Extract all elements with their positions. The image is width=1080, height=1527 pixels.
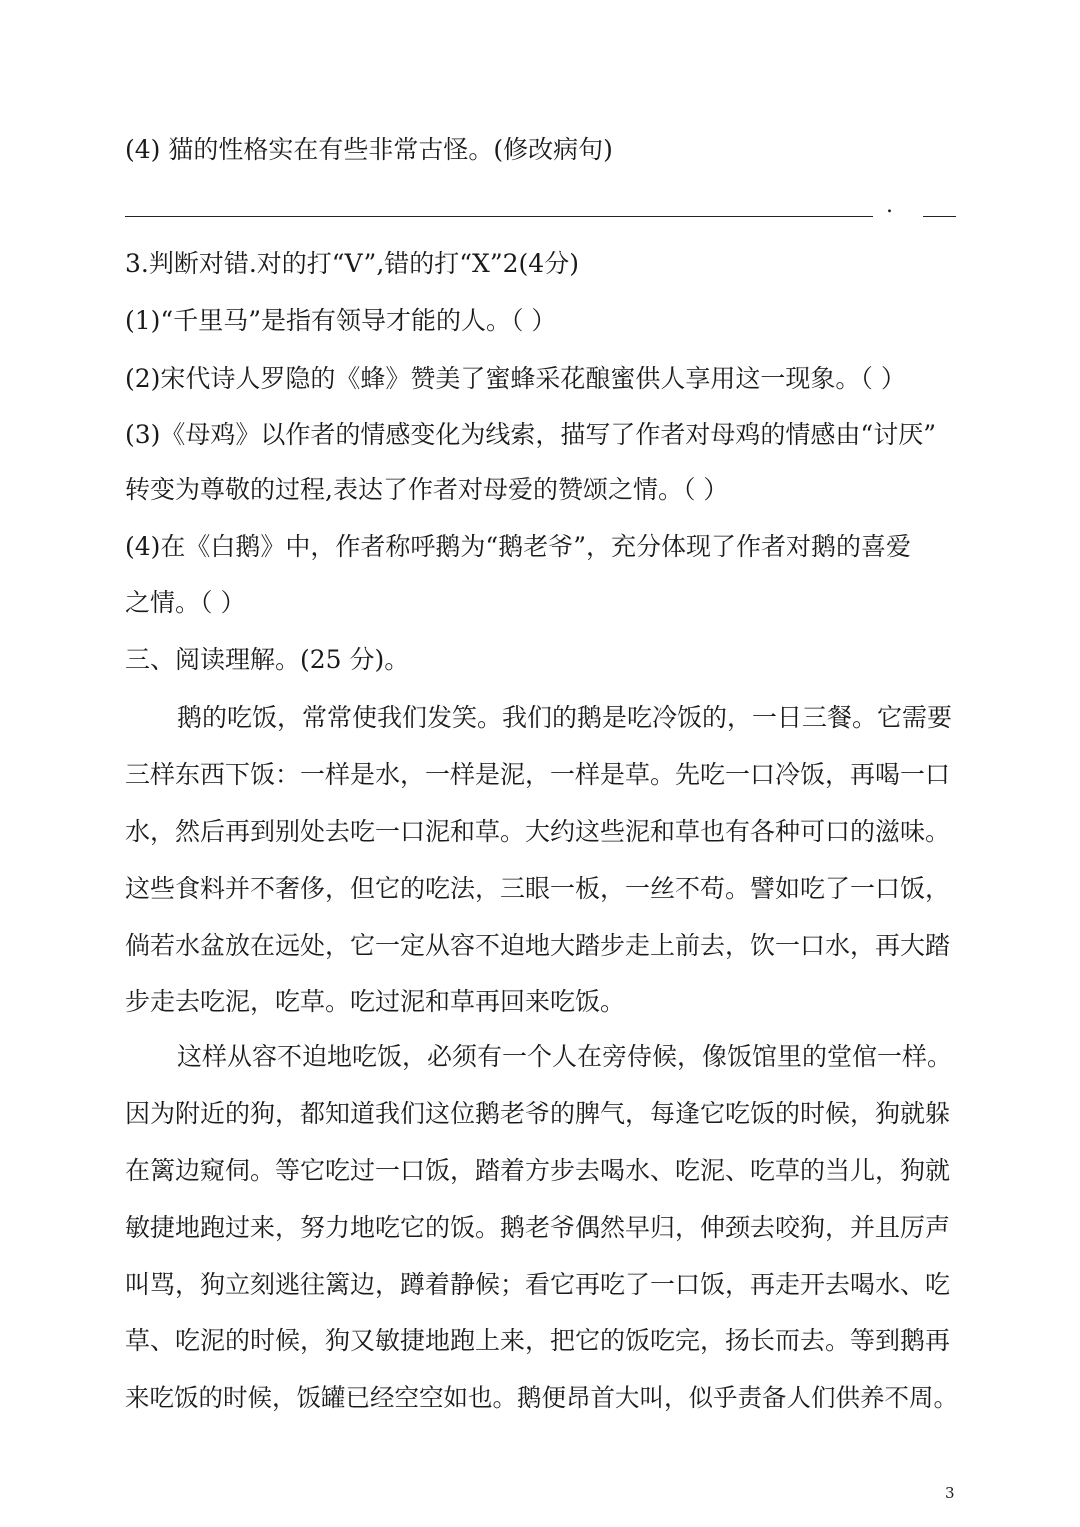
passage-line: 鹅的吃饭，常常使我们发笑。我们的鹅是吃冷饭的，一日三餐。它需要 <box>177 703 953 732</box>
page-number: 3 <box>945 1484 955 1502</box>
passage-line: 在篱边窥伺。等它吃过一口饭，踏着方步去喝水、吃泥、吃草的当儿，狗就 <box>125 1156 951 1185</box>
question-3-item-3: (3)《母鸡》以作者的情感变化为线索，描写了作者对母鸡的情感由“讨厌” <box>125 420 936 449</box>
answer-line-tail <box>923 216 956 217</box>
section-3-heading: 三、阅读理解。(25 分)。 <box>125 645 410 674</box>
passage-line: 水，然后再到别处去吃一口泥和草。大约这些泥和草也有各种可口的滋味。 <box>125 817 951 846</box>
question-3-item-2: (2)宋代诗人罗隐的《蜂》赞美了蜜蜂采花酿蜜供人享用这一现象。（ ） <box>125 364 906 393</box>
question-3-item-1: (1)“千里马”是指有领导才能的人。（ ） <box>125 306 557 335</box>
passage-line: 三样东西下饭：一样是水，一样是泥，一样是草。先吃一口冷饭，再喝一口 <box>125 760 951 789</box>
answer-line <box>125 216 873 217</box>
answer-dot: . <box>886 193 893 218</box>
passage-line: 敏捷地跑过来，努力地吃它的饭。鹅老爷偶然早归，伸颈去咬狗，并且厉声 <box>125 1213 951 1242</box>
passage-line: 因为附近的狗，都知道我们这位鹅老爷的脾气，每逢它吃饭的时候，狗就躲 <box>125 1099 951 1128</box>
passage-line: 这样从容不迫地吃饭，必须有一个人在旁侍候，像饭馆里的堂倌一样。 <box>177 1042 953 1071</box>
question-3-item-3-cont: 转变为尊敬的过程,表达了作者对母爱的赞颂之情。（ ） <box>125 475 729 504</box>
passage-line: 倘若水盆放在远处，它一定从容不迫地大踏步走上前去，饮一口水，再大踏 <box>125 931 951 960</box>
passage-line: 这些食料并不奢侈，但它的吃法，三眼一板，一丝不苟。譬如吃了一口饭， <box>125 874 951 903</box>
question-3-item-4-cont: 之情。（ ） <box>125 588 246 617</box>
passage-line: 步走去吃泥，吃草。吃过泥和草再回来吃饭。 <box>125 987 626 1016</box>
question-2-4: (4) 猫的性格实在有些非常古怪。(修改病句) <box>125 135 613 164</box>
question-3-heading: 3.判断对错.对的打“V”,错的打“X”2(4分) <box>125 249 579 278</box>
question-3-item-4: (4)在《白鹅》中，作者称呼鹅为“鹅老爷”，充分体现了作者对鹅的喜爱 <box>125 532 911 561</box>
passage-line: 草、吃泥的时候，狗又敏捷地跑上来，把它的饭吃完，扬长而去。等到鹅再 <box>125 1326 951 1355</box>
passage-line: 叫骂，狗立刻逃往篱边，蹲着静候；看它再吃了一口饭，再走开去喝水、吃 <box>125 1270 951 1299</box>
passage-line: 来吃饭的时候，饭罐已经空空如也。鹅便昂首大叫，似乎责备人们供养不周。 <box>125 1383 958 1412</box>
